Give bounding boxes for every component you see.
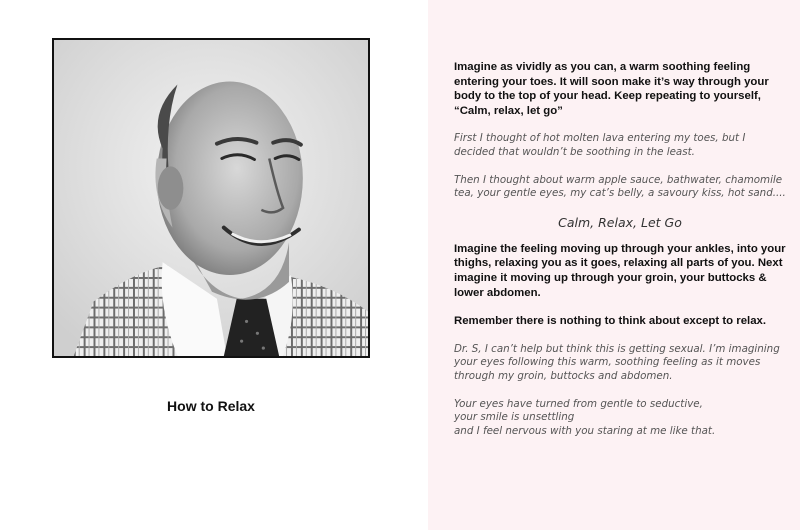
portrait-photo (52, 38, 370, 358)
poem-paragraph-2: Then I thought about warm apple sauce, bathwater, chamomile tea, your gentle eyes, my cat’s belly, a savoury kiss, hot sand.... (454, 173, 786, 200)
poem-paragraph-3: Dr. S, I can’t help but think this is getting sexual. I’m imagining your eyes following this warm, soothing feeling as it moves through my groin, buttocks and abdomen. (454, 342, 780, 382)
mantra-line: Calm, Relax, Let Go (558, 214, 682, 230)
portrait-photo-icon (54, 40, 368, 356)
poem-paragraph-4 (454, 398, 786, 439)
instruction-paragraph-2: Imagine the feeling moving up through your ankles, into your thighs, relaxing you as it goes, relaxing all parts of you. Next imagine it moving up through your groin, your buttocks & lower abdomen. (454, 242, 786, 299)
page-caption: How to Relax (167, 398, 255, 414)
poem-line: and I feel nervous with you staring at me like that. (454, 424, 716, 437)
instruction-paragraph-1: Imagine as vividly as you can, a warm soothing feeling entering your toes. It will soon make it’s way through your body to the top of your head. Keep repeating to yourself, “Calm, relax, let go” (454, 61, 769, 117)
instruction-paragraph-3: Remember there is nothing to think about except to relax. (454, 315, 767, 328)
poem-paragraph-1: First I thought of hot molten lava entering my toes, but I decided that wouldn’t be soothing in the least. (454, 132, 746, 158)
poem-line: your smile is unsettling (454, 411, 575, 424)
text-column (454, 60, 786, 438)
poem-line: Your eyes have turned from gentle to seductive, (454, 397, 703, 410)
